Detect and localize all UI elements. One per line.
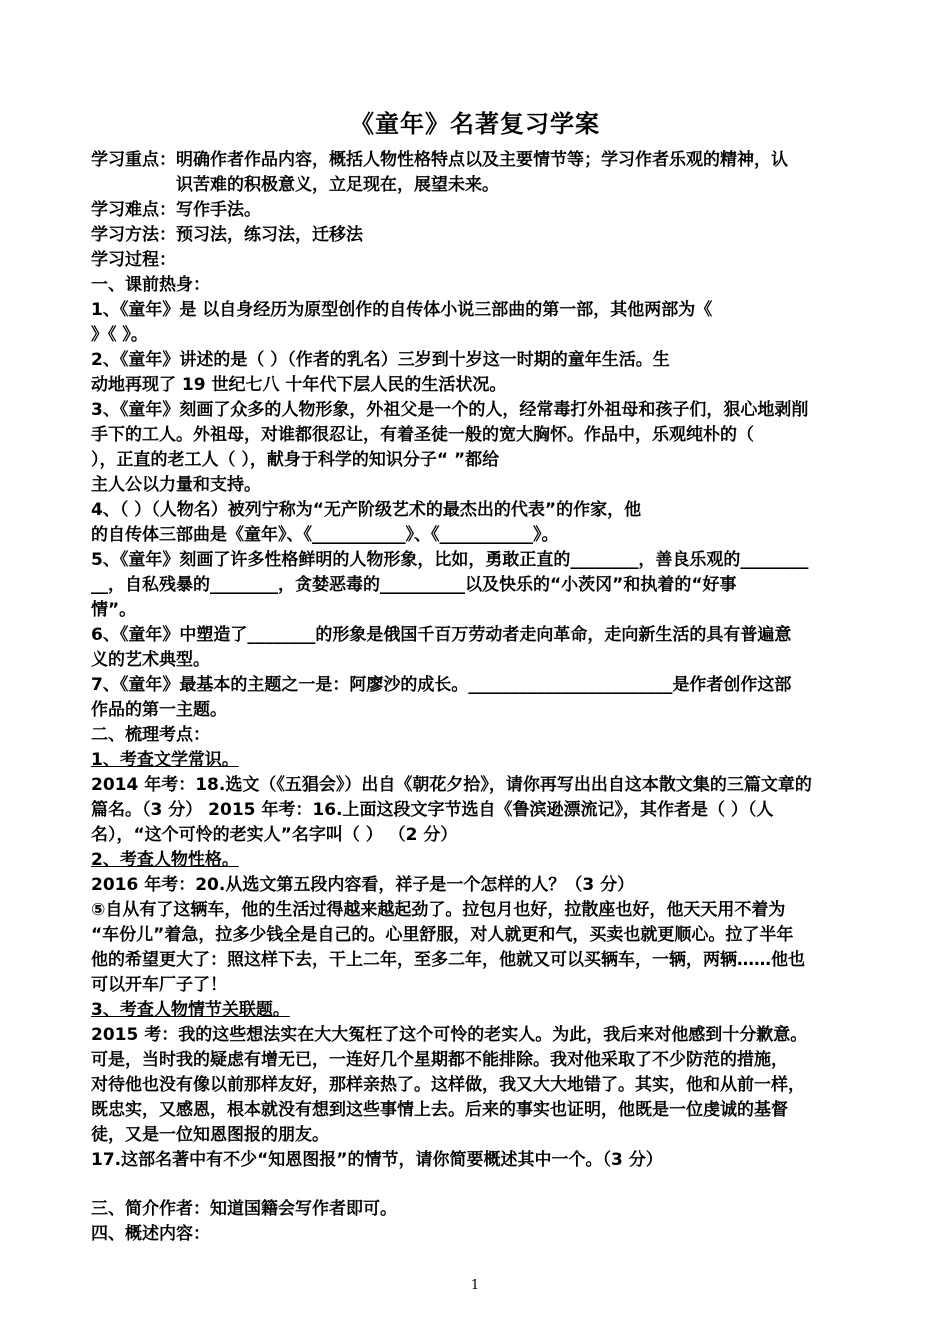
question-line: 4、（ ）（人物名）被列宁称为“无产阶级艺术的最杰出的代表”的作家，他 bbox=[91, 500, 642, 520]
question-line: 情”。 bbox=[91, 600, 137, 620]
subsection-heading-text: 1、考查文学常识。 bbox=[91, 750, 239, 770]
passage-line: 徒，又是一位知恩图报的朋友。 bbox=[91, 1125, 329, 1145]
question-line: 1、《童年》是 以自身经历为原型创作的自传体小说三部曲的第一部，其他两部为《 bbox=[91, 300, 713, 320]
passage-line: 对待他也没有像以前那样友好，那样亲热了。这样做，我又大大地错了。其实，他和从前一样， bbox=[91, 1075, 805, 1095]
subsection-heading bbox=[91, 848, 861, 872]
question-line: __，自私残暴的________，贪婪恶毒的__________以及快乐的“小茨冈”和执着的“好事 bbox=[91, 575, 737, 595]
page-number: 1 bbox=[470, 1278, 480, 1293]
section-heading: 三、简介作者：知道国籍会写作者即可。 bbox=[91, 1199, 397, 1219]
subsection-heading bbox=[91, 998, 861, 1022]
section-heading: 二、梳理考点： bbox=[91, 725, 210, 745]
question-line: 5、《童年》刻画了许多性格鲜明的人物形象，比如，勇敢正直的________，善良乐观的________ bbox=[91, 550, 809, 570]
question-line: 3、《童年》刻画了众多的人物形象，外祖父是一个的人，经常毒打外祖母和孩子们，狠心地剥削 bbox=[91, 400, 809, 420]
passage-line: “车份儿”着急，拉多少钱全是自己的。心里舒服，对人就更和气，买卖也就更顺心。拉了半年 bbox=[91, 925, 794, 945]
passage-line: ⑤自从有了这辆车，他的生活过得越来越起劲了。拉包月也好，拉散座也好，他天天用不着为 bbox=[91, 900, 786, 920]
exam-line: 2016 年考：20.从选文第五段内容看，祥子是一个怎样的人？（3 分） bbox=[91, 875, 635, 895]
question-line: 6、《童年》中塑造了________的形象是俄国千百万劳动者走向革命，走向新生活的具有普遍意 bbox=[91, 625, 792, 645]
question-line: 动地再现了 19 世纪七八 十年代下层人民的生活状况。 bbox=[91, 375, 507, 395]
exam-line: 2014 年考：18.选文（《五猖会》）出自《朝花夕拾》，请你再写出出自这本散文集的三篇文章的 bbox=[91, 775, 812, 795]
focus-line-1: 学习重点：明确作者作品内容，概括人物性格特点以及主要情节等；学习作者乐观的精神，认 bbox=[91, 150, 788, 170]
question-line: ），正直的老工人（ ），献身于科学的知识分子“ ”都给 bbox=[91, 450, 500, 470]
passage-line: 可以开车厂子了！ bbox=[91, 975, 227, 995]
question-line: 手下的工人。外祖母，对谁都很忍让，有着圣徒一般的宽大胸怀。作品中，乐观纯朴的（ bbox=[91, 425, 754, 445]
passage-line: 可是，当时我的疑虑有增无已，一连好几个星期都不能排除。我对他采取了不少防范的措施， bbox=[91, 1050, 788, 1070]
passage-line: 2015 考：我的这些想法实在大大冤枉了这个可怜的老实人。为此，我后来对他感到十分歉意。 bbox=[91, 1025, 808, 1045]
difficulty-line: 学习难点：写作手法。 bbox=[91, 200, 261, 220]
exam-line: 篇名。（3 分） 2015 年考：16.上面这段文字节选自《鲁滨逊漂流记》，其作者是（ ）（人 bbox=[91, 800, 774, 820]
process-line: 学习过程： bbox=[91, 250, 176, 270]
section-heading: 四、概述内容： bbox=[91, 1224, 210, 1244]
subsection-heading-text: 3、考查人物情节关联题。 bbox=[91, 1000, 290, 1020]
focus-line-2: 识苦难的积极意义，立足现在，展望未来。 bbox=[91, 175, 499, 195]
subsection-heading bbox=[91, 748, 861, 772]
question-line: 义的艺术典型。 bbox=[91, 650, 210, 670]
question-line: 》《 》。 bbox=[91, 325, 148, 345]
question-line: 主人公以力量和支持。 bbox=[91, 475, 261, 495]
question-line: 2、《童年》讲述的是（ ）（作者的乳名）三岁到十岁这一时期的童年生活。生 bbox=[91, 350, 670, 370]
exam-line: 17.这部名著中有不少“知恩图报”的情节，请你简要概述其中一个。（3 分） bbox=[91, 1150, 663, 1170]
section-heading: 一、课前热身： bbox=[91, 275, 210, 295]
passage-line: 既忠实，又感恩，根本就没有想到这些事情上去。后来的事实也证明，他既是一位虔诚的基督 bbox=[91, 1100, 788, 1120]
subsection-heading-text: 2、考查人物性格。 bbox=[91, 850, 239, 870]
exam-line: 名），“这个可怜的老实人”名字叫（ ） （2 分） bbox=[91, 825, 458, 845]
passage-line: 他的希望更大了：照这样下去，干上二年，至多二年，他就又可以买辆车，一辆，两辆……他也 bbox=[91, 950, 805, 970]
question-line: 7、《童年》最基本的主题之一是：阿廖沙的成长。________________________是作者创作这部 bbox=[91, 675, 792, 695]
question-line: 作品的第一主题。 bbox=[91, 700, 227, 720]
method-line: 学习方法：预习法，练习法，迁移法 bbox=[91, 225, 363, 245]
question-line: 的自传体三部曲是《童年》、《___________》、《___________》。 bbox=[91, 525, 559, 545]
document-title: 《童年》名著复习学案 bbox=[350, 110, 600, 138]
